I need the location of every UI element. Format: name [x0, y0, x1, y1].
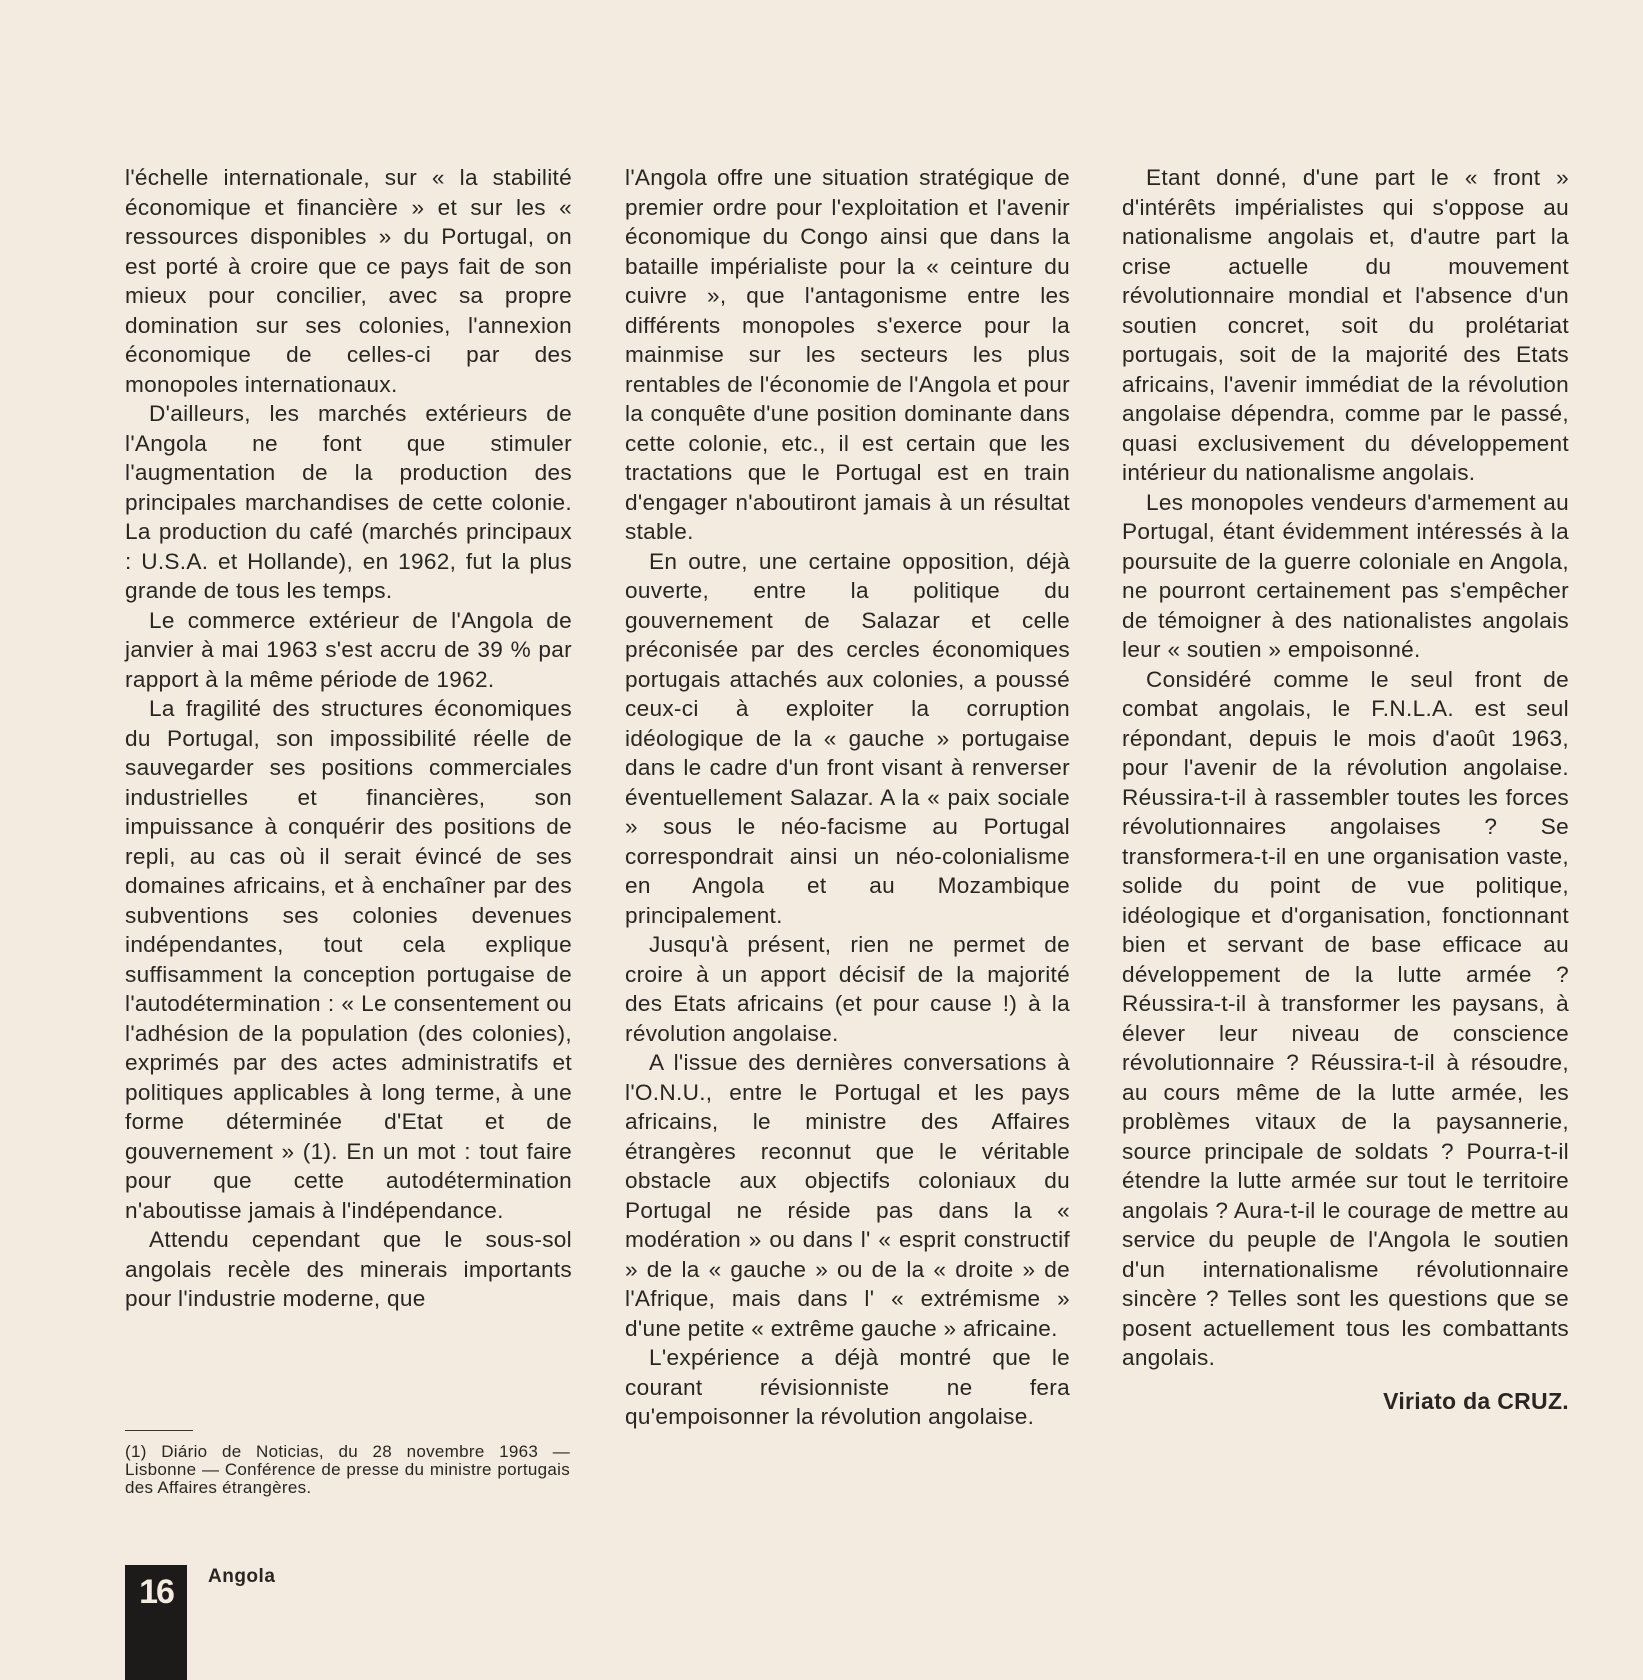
text-column-2 [625, 163, 1070, 1432]
page-number: 16 [125, 1565, 187, 1680]
paragraph: Considéré comme le seul front de combat angolais, le F.N.L.A. est seul répondant, depuis le mois d'août 1963, pour l'avenir de la révolution angolaise. Réussira-t-il à rassembler toutes les forces révolutionnaires angolaises ? Se transformera-t-il en une organisation vaste, solide du point de vue politique, idéologique et d'organisation, fonctionnant bien et servant de base efficace au développement de la lutte armée ? Réussira-t-il à transformer les paysans, à élever leur niveau de conscience révolutionnaire ? Réussira-t-il à résoudre, au cours même de la lutte armée, les problèmes vitaux de la paysannerie, source principale de soldats ? Pourra-t-il étendre la lutte armée sur tout le territoire angolais ? Aura-t-il le courage de mettre au service du peuple de l'Angola le soutien d'un internationalisme révolutionnaire sincère ? Telles sont les questions que se posent actuellement tous les combattants angolais. [1122, 666, 1569, 1370]
paragraph: Le commerce extérieur de l'Angola de janvier à mai 1963 s'est accru de 39 % par rapport à la même période de 1962. [125, 607, 572, 692]
paragraph: En outre, une certaine opposition, déjà ouverte, entre la politique du gouvernement de Salazar et celle préconisée par des cercles économiques portugais attachés aux colonies, a poussé ceux-ci à exploiter la corruption idéologique de la « gauche » portugaise dans le cadre d'un front visant à renverser éventuellement Salazar. A la « paix sociale » sous le néo-facisme au Portugal correspondrait ainsi un néo-colonialisme en Angola et au Mozambique principalement. [625, 548, 1070, 928]
footnote-rule [125, 1430, 193, 1431]
text-column-3 [1122, 163, 1569, 1416]
paragraph: A l'issue des dernières conversations à l'O.N.U., entre le Portugal et les pays africains, le ministre des Affaires étrangères reconnut que le véritable obstacle aux objectifs coloniaux du Portugal ne réside pas dans la « modération » ou dans l' « esprit constructif » de la « gauche » ou de la « droite » de l'Afrique, mais dans l' « extrémisme » d'une petite « extrême gauche » africaine. [625, 1050, 1070, 1341]
paragraph: La fragilité des structures économiques du Portugal, son impossibilité réelle de sauvegarder ses positions commerciales industrielles et financières, son impuissance à conquérir des positions de repli, au cas où il serait évincé de ses domaines africains, et à enchaîner par des subventions ses colonies devenues indépendantes, tout cela explique suffisamment la conception portugaise de l'autodétermination : « Le consentement ou l'adhésion de la population (des colonies), exprimés par des actes administratifs et politiques applicables à long terme, à une forme déterminée d'Etat et de gouvernement » (1). En un mot : tout faire pour que cette autodétermination n'aboutisse jamais à l'indépendance. [125, 696, 572, 1223]
paragraph: l'Angola offre une situation stratégique de premier ordre pour l'exploitation et l'avenir économique du Congo ainsi que dans la bataille impérialiste pour la « ceinture du cuivre », que l'antagonisme entre les différents monopoles s'exerce pour la mainmise sur les secteurs les plus rentables de l'économie de l'Angola et pour la conquête d'une position dominante dans cette colonie, etc., il est certain que les tractations que le Portugal est en train d'engager n'aboutiront jamais à un résultat stable. [625, 165, 1070, 544]
paragraph: Les monopoles vendeurs d'armement au Portugal, étant évidemment intéressés à la poursuite de la guerre coloniale en Angola, ne pourront certainement pas s'empêcher de témoigner à des nationalistes angolais leur « soutien » empoisonné. [1122, 489, 1569, 662]
paragraph: Jusqu'à présent, rien ne permet de croire à un apport décisif de la majorité des Etats africains (et pour cause !) à la révolution angolaise. [625, 932, 1070, 1046]
running-head: Angola [208, 1566, 276, 1587]
author-signature: Viriato da CRUZ. [1383, 1387, 1569, 1414]
paragraph: L'expérience a déjà montré que le courant révisionniste ne fera qu'empoisonner la révolution angolaise. [625, 1345, 1070, 1429]
paragraph: D'ailleurs, les marchés extérieurs de l'Angola ne font que stimuler l'augmentation de la production des principales marchandises de cette colonie. La production du café (marchés principaux : U.S.A. et Hollande), en 1962, fut la plus grande de tous les temps. [125, 401, 572, 603]
paragraph: l'échelle internationale, sur « la stabilité économique et financière » et sur les « ressources disponibles » du Portugal, on est porté à croire que ce pays fait de son mieux pour concilier, avec sa propre domination sur ses colonies, l'annexion économique de celles-ci par des monopoles internationaux. [125, 165, 572, 397]
footnote: (1) Diário de Noticias, du 28 novembre 1963 — Lisbonne — Conférence de presse du ministre portugais des Affaires étrangères. [125, 1442, 570, 1497]
paragraph: Attendu cependant que le sous-sol angolais recèle des minerais importants pour l'industrie moderne, que [125, 1227, 572, 1311]
text-column-1 [125, 163, 572, 1314]
paragraph: Etant donné, d'une part le « front » d'intérêts impérialistes qui s'oppose au nationalisme angolais et, d'autre part la crise actuelle du mouvement révolutionnaire mondial et l'absence d'un soutien concret, soit du prolétariat portugais, soit de la majorité des Etats africains, l'avenir immédiat de la révolution angolaise dépendra, comme par le passé, quasi exclusivement du développement intérieur du nationalisme angolais. [1122, 165, 1569, 485]
